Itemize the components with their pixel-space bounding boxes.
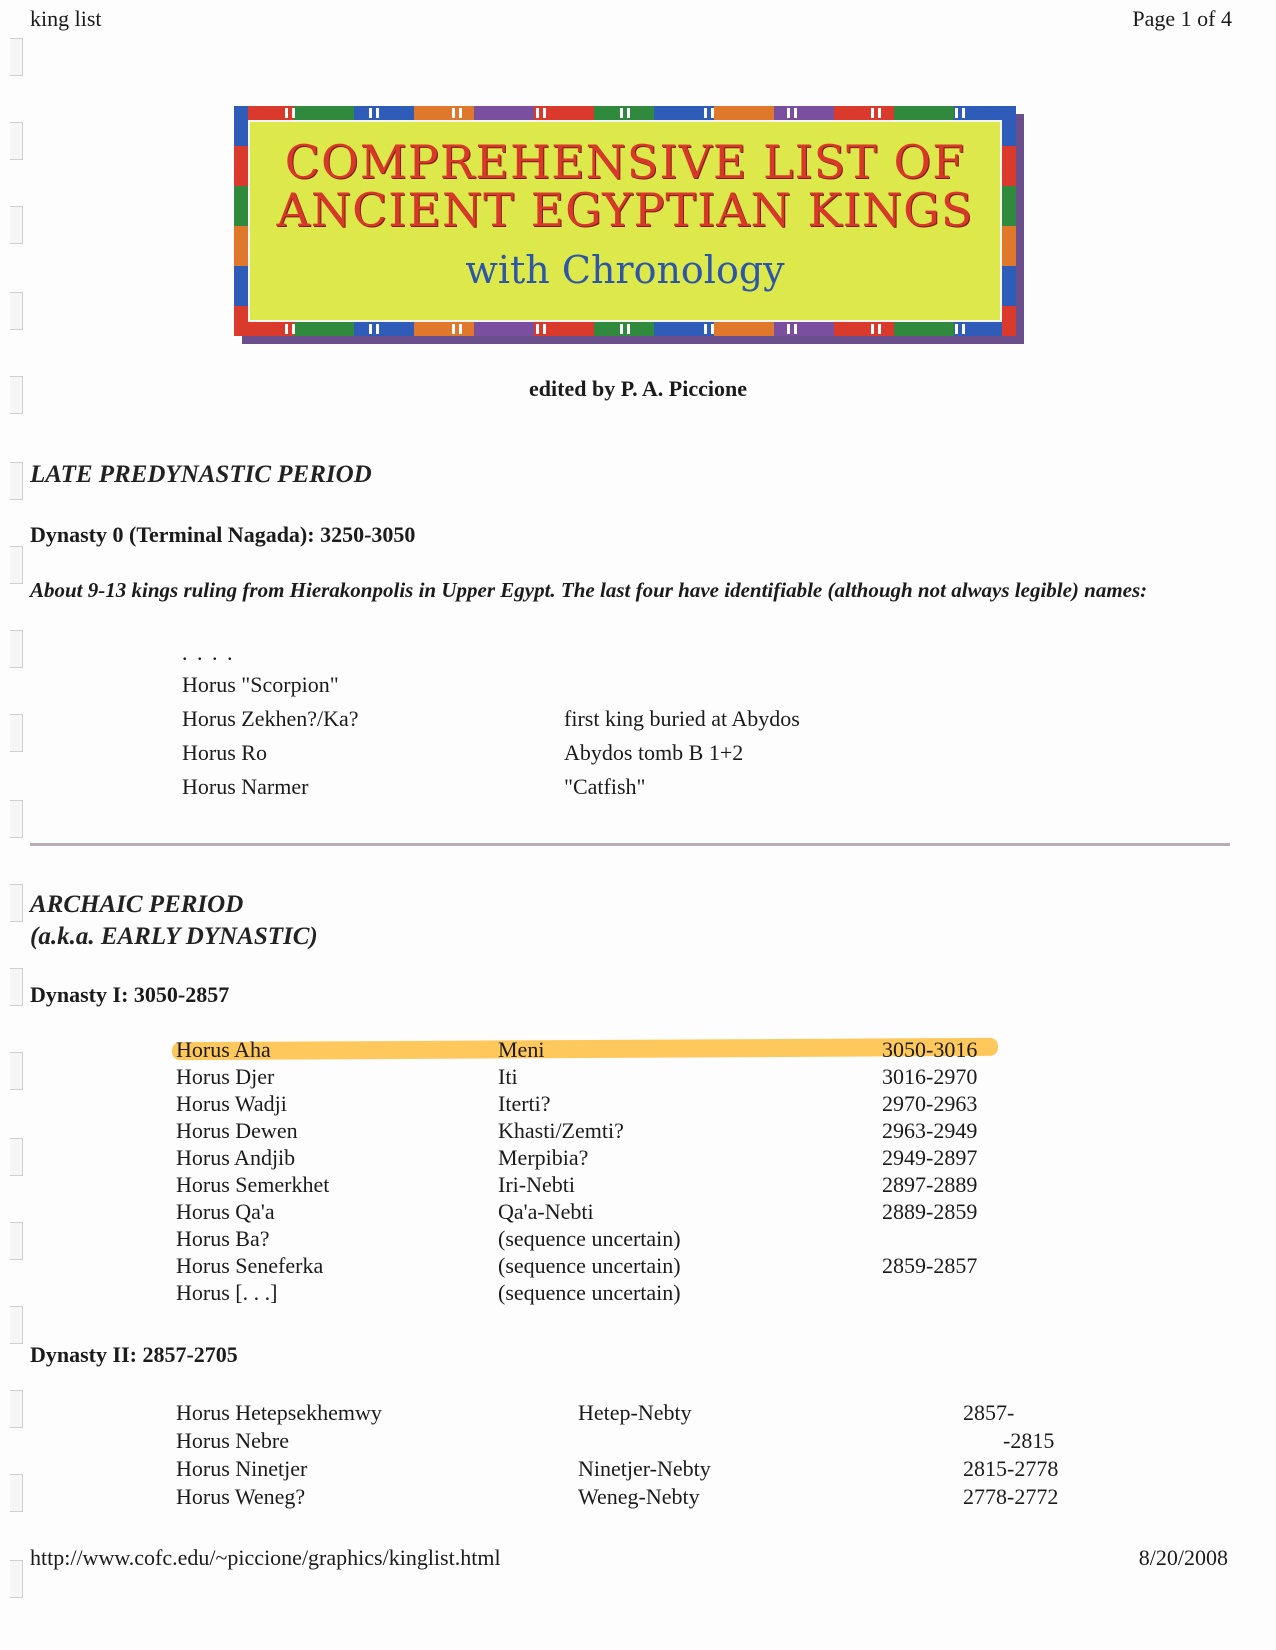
king-name: Horus Qa'a [176,1199,275,1224]
editor-credit: edited by P. A. Piccione [529,376,747,401]
dynasty-1-heading: Dynasty I: 3050-2857 [30,982,230,1007]
king-name: Horus [. . .] [176,1280,278,1305]
highlighter-mark [172,1038,998,1060]
king-name: Horus "Scorpion" [182,672,339,697]
king-dates: 2963-2949 [882,1118,978,1143]
king-alt-name: Meni [498,1037,545,1062]
king-dates: 2857- [963,1400,1015,1425]
section-divider [30,843,1230,846]
page-number: Page 1 of 4 [1132,6,1232,31]
king-alt-name: Weneg-Nebty [578,1484,700,1509]
king-name: Horus Dewen [176,1118,298,1143]
king-dates: 2778-2772 [963,1484,1059,1509]
king-dates: 2949-2897 [882,1145,978,1170]
king-name: Horus Aha [176,1037,271,1062]
banner-line-3: with Chronology [465,248,785,292]
king-name: Horus Weneg? [176,1484,306,1509]
king-alt-name: Khasti/Zemti? [498,1118,624,1143]
king-note: Abydos tomb B 1+2 [564,740,744,765]
king-alt-name: Iri-Nebti [498,1172,575,1197]
dynasty-2-heading: Dynasty II: 2857-2705 [30,1342,238,1367]
king-name: Horus Narmer [182,774,309,799]
king-dates: 2970-2963 [882,1091,978,1116]
dynasty-0-note: About 9-13 kings ruling from Hierakonpolis in Upper Egypt. The last four have identifiable (although not always legible) names: [30,578,1148,602]
title-banner [234,106,1024,344]
king-dates: 2859-2857 [882,1253,978,1278]
king-alt-name: Iti [498,1064,518,1089]
king-name: Horus Ro [182,740,267,765]
king-alt-name: Iterti? [498,1091,551,1116]
king-note: "Catfish" [564,774,646,799]
king-dates: 2889-2859 [882,1199,978,1224]
king-name: Horus Nebre [176,1428,290,1453]
source-url[interactable]: http://www.cofc.edu/~piccione/graphics/kinglist.html [30,1545,501,1570]
section-title-late-predynastic: LATE PREDYNASTIC PERIOD [30,461,372,488]
king-name: Horus Djer [176,1064,275,1089]
king-note: first king buried at Abydos [564,706,800,731]
king-alt-name: (sequence uncertain) [498,1280,681,1305]
king-name: Horus Ba? [176,1226,270,1251]
king-name: Horus Seneferka [176,1253,324,1278]
banner-line-1: COMPREHENSIVE LIST OF [284,135,966,189]
king-alt-name: Qa'a-Nebti [498,1199,594,1224]
page-header-title: king list [30,6,102,31]
king-alt-name: (sequence uncertain) [498,1253,681,1278]
ellipsis: . . . . [182,640,235,665]
king-alt-name: (sequence uncertain) [498,1226,681,1251]
king-dates: 3050-3016 [882,1037,978,1062]
king-dates: 2815-2778 [963,1456,1059,1481]
king-name: Horus Zekhen?/Ka? [182,706,359,731]
king-name: Horus Ninetjer [176,1456,308,1481]
king-alt-name: Ninetjer-Nebty [578,1456,711,1481]
king-alt-name: Merpibia? [498,1145,589,1170]
section-subtitle-archaic: (a.k.a. EARLY DYNASTIC) [30,923,318,950]
banner-line-2: ANCIENT EGYPTIAN KINGS [276,183,974,237]
king-alt-name: Hetep-Nebty [578,1400,692,1425]
king-name: Horus Hetepsekhemwy [176,1400,382,1425]
king-name: Horus Andjib [176,1145,296,1170]
king-dates: 2897-2889 [882,1172,978,1197]
print-date: 8/20/2008 [1138,1545,1228,1570]
dynasty-0-heading: Dynasty 0 (Terminal Nagada): 3250-3050 [30,522,416,547]
king-name: Horus Wadji [176,1091,287,1116]
king-dates: 3016-2970 [882,1064,978,1089]
section-title-archaic: ARCHAIC PERIOD [30,891,244,918]
king-dates: -2815 [1003,1428,1055,1453]
king-name: Horus Semerkhet [176,1172,330,1197]
